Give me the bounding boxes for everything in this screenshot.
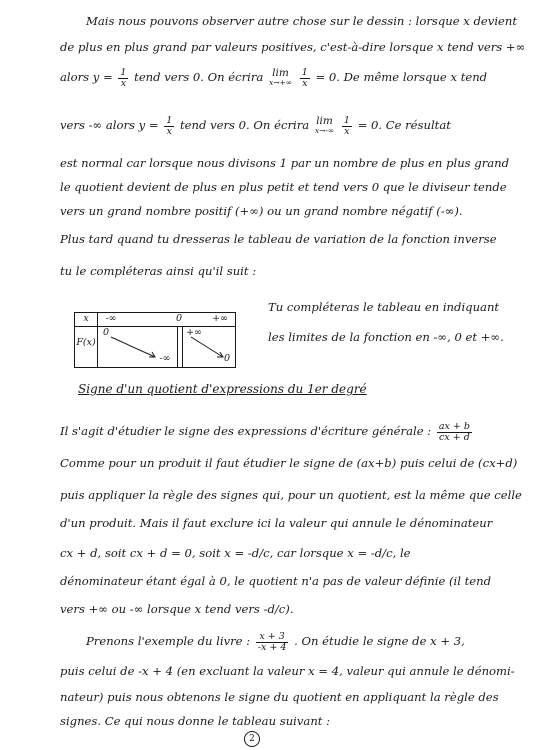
table-header-x: x xyxy=(83,313,89,324)
text-fragment: = 0. De même lorsque x tend xyxy=(315,70,488,84)
fraction xyxy=(342,116,352,137)
text-line: de plus en plus grand par valeurs positives, c'est-à-dire lorsque x tend vers +∞ xyxy=(60,40,526,54)
fraction xyxy=(164,116,174,137)
fraction-numerator: 1 xyxy=(301,66,308,78)
text-line: vers un grand nombre positif (+∞) ou un grand nombre négatif (-∞). xyxy=(60,204,463,218)
arrow-head xyxy=(217,352,223,357)
variation-table xyxy=(74,312,236,368)
fraction-numerator: 1 xyxy=(166,114,173,126)
table-x-minus-inf: -∞ xyxy=(105,313,117,324)
fraction xyxy=(256,632,289,653)
text-line: signes. Ce qui nous donne le tableau suivant : xyxy=(60,714,331,728)
side-note-line: les limites de la fonction en -∞, 0 et +∞. xyxy=(268,330,504,344)
fraction-numerator: ax + b xyxy=(438,420,470,432)
fraction-denominator: -x + 4 xyxy=(257,641,287,653)
text-fragment: Prenons l'exemple du livre : xyxy=(86,634,251,648)
fraction-denominator: x xyxy=(120,77,127,89)
fraction xyxy=(300,68,310,89)
text-line-with-fractions xyxy=(60,64,526,90)
text-fragment: = 0. Ce résultat xyxy=(357,118,451,132)
text-line: Mais nous pouvons observer autre chose sur le dessin : lorsque x devient xyxy=(86,14,518,28)
page-number: 2 xyxy=(244,731,260,747)
text-fragment: . On étudie le signe de x + 3, xyxy=(294,634,465,648)
limit-notation xyxy=(269,68,292,88)
side-note-line: Tu compléteras le tableau en indiquant xyxy=(268,300,500,314)
table-x-zero: 0 xyxy=(175,313,183,324)
limit-label: lim xyxy=(316,115,333,127)
text-line: tu le compléteras ainsi qu'il suit : xyxy=(60,264,257,278)
fraction-denominator: x xyxy=(166,125,172,137)
section-heading: Signe d'un quotient d'expressions du 1er degré xyxy=(78,382,367,396)
text-line-with-fractions xyxy=(86,628,526,658)
decreasing-arrow-right xyxy=(191,337,223,357)
left-bottom-value: -∞ xyxy=(159,353,171,364)
decreasing-arrow-left xyxy=(111,337,155,357)
text-fragment: tend vers 0. On écrira xyxy=(180,118,310,132)
text-line: dénominateur étant égal à 0, le quotient n'a pas de valeur définie (il tend xyxy=(60,574,492,588)
text-fragment: alors y = xyxy=(60,70,113,84)
fraction-denominator: x xyxy=(344,125,350,137)
text-line: est normal car lorsque nous divisons 1 par un nombre de plus en plus grand xyxy=(60,156,510,170)
fraction xyxy=(118,68,128,89)
text-line: vers +∞ ou -∞ lorsque x tend vers -d/c). xyxy=(60,602,294,616)
text-fragment: Il s'agit d'étudier le signe des expressions d'écriture générale : xyxy=(60,424,432,438)
limit-label: lim xyxy=(272,67,289,79)
table-row-label: F(x) xyxy=(76,337,96,348)
text-line: Comme pour un produit il faut étudier le signe de (ax+b) puis celui de (cx+d) xyxy=(60,456,518,470)
right-top-value: +∞ xyxy=(186,327,202,338)
text-line-with-fractions xyxy=(60,112,526,138)
fraction-denominator: x xyxy=(302,77,308,89)
text-line: puis appliquer la règle des signes qui, pour un quotient, est la même que celle xyxy=(60,488,522,502)
text-line: puis celui de -x + 4 (en excluant la valeur x = 4, valeur qui annule le dénomi- xyxy=(60,664,515,678)
variation-arrows xyxy=(75,313,235,367)
table-x-plus-inf: +∞ xyxy=(212,313,228,324)
fraction-numerator: 1 xyxy=(343,114,350,126)
text-line: Plus tard quand tu dresseras le tableau de variation de la fonction inverse xyxy=(60,232,497,246)
fraction-numerator: 1 xyxy=(120,66,127,78)
fraction-denominator: cx + d xyxy=(439,431,470,443)
text-line-with-fractions xyxy=(60,418,526,448)
left-top-value: 0 xyxy=(102,327,110,338)
limit-subscript: x→+∞ xyxy=(269,78,293,87)
right-bottom-value: 0 xyxy=(223,353,231,364)
text-fragment: vers -∞ alors y = xyxy=(60,118,159,132)
text-line: d'un produit. Mais il faut exclure ici la valeur qui annule le dénominateur xyxy=(60,516,493,530)
text-fragment: tend vers 0. On écrira xyxy=(134,70,264,84)
limit-subscript: x→-∞ xyxy=(314,126,335,135)
text-line: cx + d, soit cx + d = 0, soit x = -d/c, car lorsque x = -d/c, le xyxy=(60,546,411,560)
text-line: le quotient devient de plus en plus petit et tend vers 0 que le diviseur tende xyxy=(60,180,507,194)
fraction-numerator: x + 3 xyxy=(256,632,289,643)
limit-notation xyxy=(315,116,334,136)
text-line: nateur) puis nous obtenons le signe du quotient en appliquant la règle des xyxy=(60,690,499,704)
fraction xyxy=(437,422,472,443)
